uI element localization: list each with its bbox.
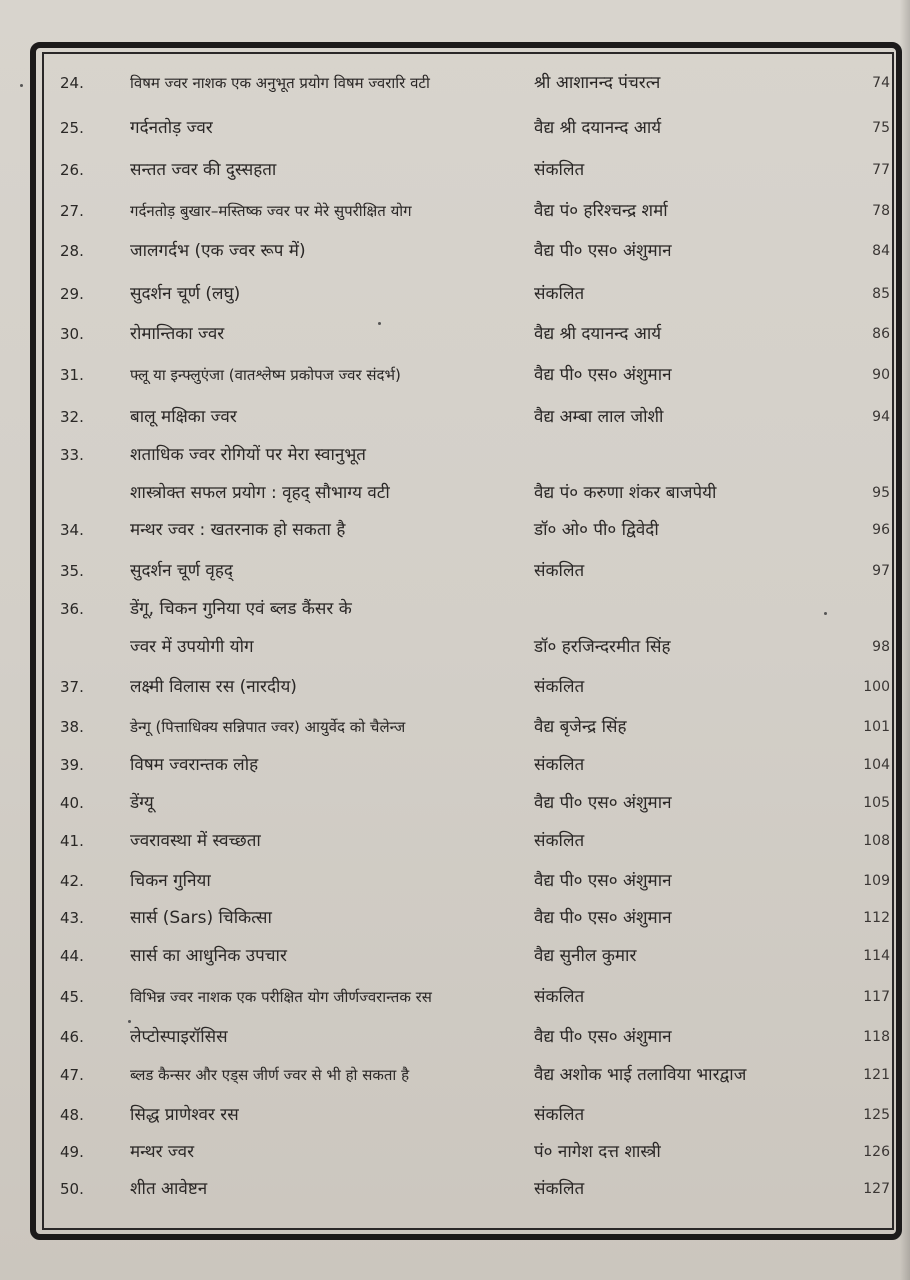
toc-entry [56, 515, 896, 545]
entry-author: वैद्य पं० हरिश्चन्द्र शर्मा [534, 201, 668, 221]
entry-title: विभिन्न ज्वर नाशक एक परीक्षित योग जीर्णज्वरान्तक रस [130, 988, 432, 1006]
entry-author: संकलित [534, 1179, 585, 1199]
toc-entry [56, 68, 896, 98]
entry-author: वैद्य बृजेन्द्र सिंह [534, 717, 627, 737]
toc-entry [56, 319, 896, 349]
entry-title: सार्स का आधुनिक उपचार [130, 946, 287, 966]
page-edge-shadow [900, 0, 910, 1280]
entry-number: 40. [60, 794, 84, 812]
entry-title: विषम ज्वर नाशक एक अनुभूत प्रयोग विषम ज्वरारि वटी [130, 74, 430, 92]
entry-title: ज्वर में उपयोगी योग [130, 637, 254, 657]
entry-title: डेंगू, चिकन गुनिया एवं ब्लड कैंसर के [130, 599, 352, 619]
entry-page-number: 86 [872, 326, 890, 342]
entry-page-number: 98 [872, 639, 890, 655]
entry-author: संकलित [534, 561, 585, 581]
toc-entry [56, 196, 896, 226]
entry-number: 41. [60, 832, 84, 850]
toc-entry [56, 941, 896, 971]
entry-title: गर्दनतोड़ बुखार–मस्तिष्क ज्वर पर मेरे सुपरीक्षित योग [130, 202, 412, 220]
entry-page-number: 121 [863, 1067, 890, 1083]
entry-title: सार्स (Sars) चिकित्सा [130, 908, 272, 928]
entry-number: 43. [60, 909, 84, 927]
entry-author: संकलित [534, 284, 585, 304]
entry-author: वैद्य अशोक भाई तलाविया भारद्वाज [534, 1065, 747, 1085]
toc-entry [56, 279, 896, 309]
toc-entry [56, 712, 896, 742]
entry-author: डॉ० ओ० पी० द्विवेदी [534, 520, 659, 540]
toc-entry [56, 1174, 896, 1204]
entry-title: गर्दनतोड़ ज्वर [130, 118, 213, 138]
entry-title: विषम ज्वरान्तक लोह [130, 755, 259, 775]
entry-title: लेप्टोस्पाइरॉसिस [130, 1027, 228, 1047]
entry-author: संकलित [534, 1105, 585, 1125]
toc-entry [56, 236, 896, 266]
scan-speck [824, 612, 827, 615]
entry-title: लक्ष्मी विलास रस (नारदीय) [130, 677, 297, 697]
entry-author: वैद्य अम्बा लाल जोशी [534, 407, 664, 427]
entry-number: 33. [60, 446, 84, 464]
entry-author: वैद्य पी० एस० अंशुमान [534, 871, 672, 891]
entry-page-number: 84 [872, 243, 890, 259]
entry-page-number: 78 [872, 203, 890, 219]
table-of-contents [56, 60, 896, 1210]
entry-title: शीत आवेष्टन [130, 1179, 208, 1199]
entry-author: वैद्य श्री दयानन्द आर्य [534, 118, 662, 138]
entry-number: 29. [60, 285, 84, 303]
toc-entry [56, 402, 896, 432]
entry-page-number: 104 [863, 757, 890, 773]
toc-entry [56, 360, 896, 390]
entry-number: 37. [60, 678, 84, 696]
entry-number: 32. [60, 408, 84, 426]
entry-page-number: 101 [863, 719, 890, 735]
entry-title: मन्थर ज्वर [130, 1142, 195, 1162]
toc-entry [56, 478, 896, 508]
entry-page-number: 117 [863, 989, 890, 1005]
entry-number: 44. [60, 947, 84, 965]
toc-entry [56, 750, 896, 780]
entry-page-number: 105 [863, 795, 890, 811]
entry-page-number: 94 [872, 409, 890, 425]
entry-page-number: 75 [872, 120, 890, 136]
toc-entry [56, 1100, 896, 1130]
entry-title: शताधिक ज्वर रोगियों पर मेरा स्वानुभूत [130, 445, 366, 465]
entry-page-number: 126 [863, 1144, 890, 1160]
entry-title: डेंग्यू [130, 793, 154, 813]
entry-title: जालगर्दभ (एक ज्वर रूप में) [130, 241, 306, 261]
toc-entry [56, 440, 896, 470]
entry-author: संकलित [534, 160, 585, 180]
entry-title: सिद्ध प्राणेश्वर रस [130, 1105, 239, 1125]
entry-number: 34. [60, 521, 84, 539]
entry-number: 48. [60, 1106, 84, 1124]
entry-title: ब्लड कैन्सर और एड्स जीर्ण ज्वर से भी हो सकता है [130, 1066, 410, 1084]
toc-entry [56, 594, 896, 624]
entry-page-number: 74 [872, 75, 890, 91]
entry-author: संकलित [534, 677, 585, 697]
entry-title: डेन्गू (पित्ताधिक्य सन्निपात ज्वर) आयुर्वेद को चैलेन्ज [130, 718, 406, 736]
entry-page-number: 108 [863, 833, 890, 849]
entry-number: 31. [60, 366, 84, 384]
entry-number: 42. [60, 872, 84, 890]
entry-author: वैद्य पी० एस० अंशुमान [534, 1027, 672, 1047]
entry-number: 30. [60, 325, 84, 343]
entry-page-number: 118 [863, 1029, 890, 1045]
entry-page-number: 97 [872, 563, 890, 579]
entry-page-number: 127 [863, 1181, 890, 1197]
entry-page-number: 85 [872, 286, 890, 302]
entry-page-number: 96 [872, 522, 890, 538]
entry-author: वैद्य श्री दयानन्द आर्य [534, 324, 662, 344]
entry-title: सुदर्शन चूर्ण वृहद् [130, 561, 233, 581]
entry-title: शास्त्रोक्त सफल प्रयोग : वृहद् सौभाग्य वटी [130, 483, 390, 503]
toc-entry [56, 982, 896, 1012]
entry-title: मन्थर ज्वर : खतरनाक हो सकता है [130, 520, 346, 540]
toc-entry [56, 866, 896, 896]
entry-number: 50. [60, 1180, 84, 1198]
entry-author: वैद्य पी० एस० अंशुमान [534, 241, 672, 261]
entry-page-number: 100 [863, 679, 890, 695]
entry-page-number: 95 [872, 485, 890, 501]
toc-entry [56, 826, 896, 856]
entry-number: 27. [60, 202, 84, 220]
entry-number: 26. [60, 161, 84, 179]
toc-entry [56, 903, 896, 933]
scan-speck [128, 1020, 131, 1023]
entry-title: चिकन गुनिया [130, 871, 211, 891]
toc-entry [56, 556, 896, 586]
entry-author: पं० नागेश दत्त शास्त्री [534, 1142, 661, 1162]
entry-number: 35. [60, 562, 84, 580]
entry-number: 45. [60, 988, 84, 1006]
entry-number: 28. [60, 242, 84, 260]
entry-page-number: 125 [863, 1107, 890, 1123]
toc-entry [56, 672, 896, 702]
scan-speck [20, 84, 23, 87]
entry-author: वैद्य सुनील कुमार [534, 946, 637, 966]
toc-entry [56, 788, 896, 818]
entry-number: 49. [60, 1143, 84, 1161]
entry-page-number: 112 [863, 910, 890, 926]
scan-speck [378, 322, 381, 325]
entry-author: श्री आशानन्द पंचरत्न [534, 73, 661, 93]
entry-page-number: 77 [872, 162, 890, 178]
entry-number: 38. [60, 718, 84, 736]
toc-entry [56, 113, 896, 143]
toc-entry [56, 1060, 896, 1090]
toc-entry [56, 155, 896, 185]
entry-page-number: 109 [863, 873, 890, 889]
entry-author: वैद्य पी० एस० अंशुमान [534, 365, 672, 385]
entry-number: 25. [60, 119, 84, 137]
entry-author: संकलित [534, 987, 585, 1007]
entry-number: 36. [60, 600, 84, 618]
entry-title: रोमान्तिका ज्वर [130, 324, 225, 344]
entry-author: वैद्य पं० करुणा शंकर बाजपेयी [534, 483, 717, 503]
entry-page-number: 114 [863, 948, 890, 964]
entry-author: संकलित [534, 831, 585, 851]
entry-number: 24. [60, 74, 84, 92]
entry-title: सुदर्शन चूर्ण (लघु) [130, 284, 241, 304]
entry-title: ज्वरावस्था में स्वच्छता [130, 831, 261, 851]
toc-entry [56, 1137, 896, 1167]
entry-page-number: 90 [872, 367, 890, 383]
entry-title: फ्लू या इन्फ्लुएंजा (वातश्लेष्म प्रकोपज ज्वर संदर्भ) [130, 366, 401, 384]
toc-entry [56, 632, 896, 662]
entry-author: वैद्य पी० एस० अंशुमान [534, 908, 672, 928]
toc-entry [56, 1022, 896, 1052]
entry-number: 47. [60, 1066, 84, 1084]
entry-number: 46. [60, 1028, 84, 1046]
entry-author: वैद्य पी० एस० अंशुमान [534, 793, 672, 813]
entry-title: सन्तत ज्वर की दुस्सहता [130, 160, 277, 180]
entry-title: बालू मक्षिका ज्वर [130, 407, 237, 427]
entry-author: संकलित [534, 755, 585, 775]
entry-author: डॉ० हरजिन्दरमीत सिंह [534, 637, 671, 657]
entry-number: 39. [60, 756, 84, 774]
